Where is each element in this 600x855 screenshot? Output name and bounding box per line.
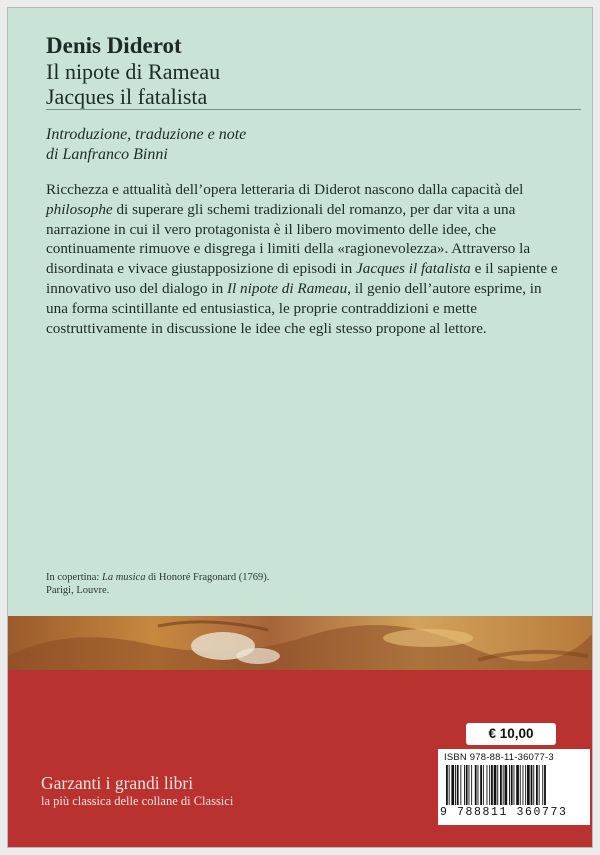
painting-detail-image xyxy=(8,616,592,670)
editor-line-2: di Lanfranco Binni xyxy=(46,146,168,163)
caption-line-1 xyxy=(46,571,269,584)
cover-caption xyxy=(46,571,269,597)
title-line-2: Jacques il fatalista xyxy=(46,84,208,109)
divider-line xyxy=(46,109,581,110)
description-text-segment: , il genio dell’autore esprime, in una forma scintillante ed entusiastica, le proprie contraddizioni e mette costruttivamente in discussione le idee che egli stesso propone al lettore. xyxy=(46,279,542,337)
description-italic-segment: Il nipote di Rameau xyxy=(226,279,348,297)
description-italic-segment: philosophe xyxy=(46,200,113,218)
barcode-icon xyxy=(446,765,582,807)
series-block xyxy=(41,773,233,809)
series-tagline: la più classica delle collane di Classici xyxy=(41,794,234,808)
book-back-cover xyxy=(8,8,592,847)
ean-number: 9 788811 360773 xyxy=(440,806,568,819)
editor-line-1: Introduzione, traduzione e note xyxy=(46,126,247,143)
title-line-1: Il nipote di Rameau xyxy=(46,59,221,84)
description xyxy=(46,180,566,338)
description-italic-segment: Jacques il fatalista xyxy=(356,260,471,278)
caption-suffix: di Honoré Fragonard (1769). xyxy=(145,572,270,583)
book-header xyxy=(46,32,220,109)
editor-credit xyxy=(46,125,246,165)
description-paragraph xyxy=(46,180,566,338)
caption-line-2: Parigi, Louvre. xyxy=(46,585,110,596)
author-name: Denis Diderot xyxy=(46,33,182,58)
price-label: € 10,00 xyxy=(466,723,556,745)
painting-detail-strip xyxy=(8,616,592,670)
description-text-segment: Ricchezza e attualità dell’opera letteraria di Diderot nascono dalla capacità del xyxy=(46,181,524,198)
description-text-segment: di superare gli schemi tradizionali del romanzo, per dar vita a una narrazione in cui il vero protagonista è il libero movimento delle idee, che continuamente rimuove e disgrega i limiti della «ragionevolezza». Attraverso la disordinata e vivace giustapposizione di episodi in xyxy=(46,200,531,278)
series-name: Garzanti i grandi libri xyxy=(41,773,194,793)
caption-prefix: In copertina: xyxy=(46,572,102,583)
isbn-number: ISBN 978-88-11-36077-3 xyxy=(444,752,554,763)
caption-artwork: La musica xyxy=(101,572,146,583)
barcode-panel xyxy=(438,749,590,825)
description-text-segment: e il sapiente e innovativo uso del dialogo in xyxy=(46,260,558,297)
